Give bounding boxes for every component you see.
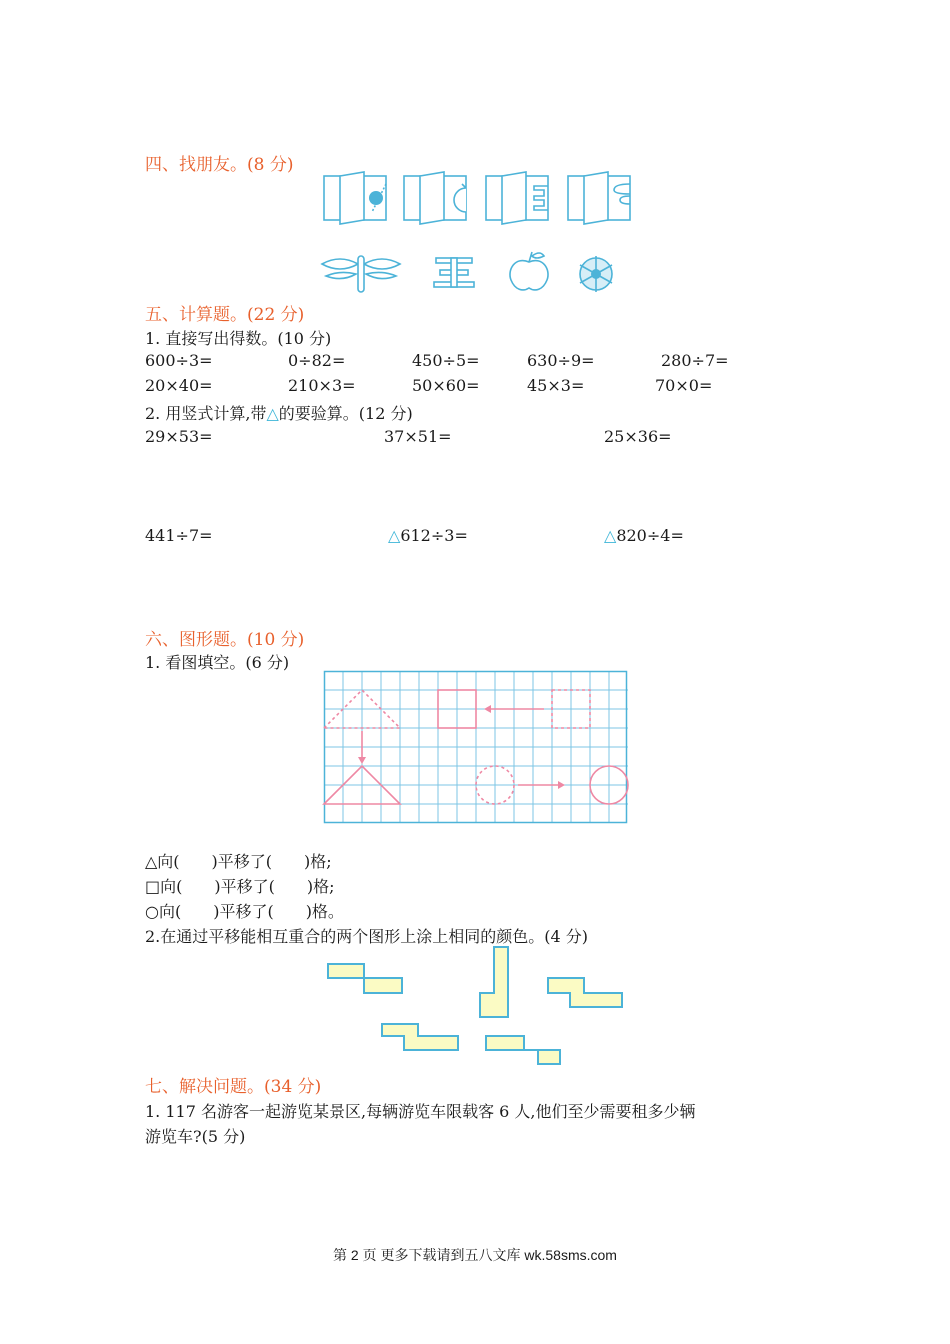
mental-math-item: 280÷7= bbox=[661, 351, 729, 370]
folded-paper-snowflake bbox=[324, 172, 386, 224]
question-5-1: 1. 直接写出得数。(10 分) bbox=[145, 329, 332, 348]
symmetric-symbols bbox=[320, 250, 620, 294]
mental-math-item: 45×3= bbox=[527, 376, 585, 395]
vertical-calc-item: △612÷3= bbox=[388, 526, 468, 545]
fill-blank-square: □向( )平移了( )格; bbox=[145, 877, 335, 896]
mental-math-item: 20×40= bbox=[145, 376, 213, 395]
vertical-calc-item: 25×36= bbox=[604, 427, 672, 446]
shape-z-1 bbox=[328, 964, 402, 993]
mental-math-item: 0÷82= bbox=[288, 351, 346, 370]
folded-paper-king bbox=[486, 172, 548, 224]
triangle-mark-icon: △ bbox=[266, 404, 279, 423]
section-five-title: 五、计算题。(22 分) bbox=[145, 305, 305, 325]
vertical-calc-item: 37×51= bbox=[384, 427, 452, 446]
mental-math-item: 50×60= bbox=[412, 376, 480, 395]
translation-shapes bbox=[326, 944, 626, 1068]
mental-math-item: 630÷9= bbox=[527, 351, 595, 370]
shape-z-4 bbox=[486, 1036, 560, 1064]
folded-paper-apple bbox=[404, 172, 466, 224]
section-seven-title: 七、解决问题。(34 分) bbox=[145, 1077, 322, 1097]
dragonfly-icon bbox=[322, 256, 400, 292]
triangle-mark-icon: △ bbox=[604, 526, 617, 545]
mental-math-item: 70×0= bbox=[655, 376, 713, 395]
translation-grid bbox=[324, 671, 628, 824]
fill-blank-circle: ○向( )平移了( )格。 bbox=[145, 902, 344, 921]
shape-z-2 bbox=[548, 978, 622, 1007]
vertical-calc-item: △820÷4= bbox=[604, 526, 684, 545]
mental-math-item: 210×3= bbox=[288, 376, 356, 395]
triangle-mark-icon: △ bbox=[388, 526, 401, 545]
snowflake-icon bbox=[580, 256, 612, 292]
vertical-calc-item: 441÷7= bbox=[145, 526, 213, 545]
folded-paper-dragonfly bbox=[568, 172, 630, 224]
shape-l-vertical bbox=[480, 947, 508, 1017]
question-7-1-line2: 游览车?(5 分) bbox=[145, 1127, 246, 1146]
question-6-2: 2.在通过平移能相互重合的两个图形上涂上相同的颜色。(4 分) bbox=[145, 927, 589, 946]
mental-math-item: 600÷3= bbox=[145, 351, 213, 370]
question-7-1-line1: 1. 117 名游客一起游览某景区,每辆游览车限载客 6 人,他们至少需要租多少辆 bbox=[145, 1102, 696, 1121]
question-5-2: 2. 用竖式计算,带△的要验算。(12 分) bbox=[145, 404, 413, 423]
page-footer: 第 2 页 更多下载请到五八文库 wk.58sms.com bbox=[333, 1247, 617, 1263]
fill-blank-triangle: △向( )平移了( )格; bbox=[145, 852, 332, 871]
question-6-1: 1. 看图填空。(6 分) bbox=[145, 653, 290, 672]
vertical-calc-item: 29×53= bbox=[145, 427, 213, 446]
mental-math-item: 450÷5= bbox=[412, 351, 480, 370]
section-six-title: 六、图形题。(10 分) bbox=[145, 630, 305, 650]
folded-paper-figures bbox=[320, 170, 632, 226]
section-four-title: 四、找朋友。(8 分) bbox=[145, 155, 294, 175]
apple-icon bbox=[510, 252, 548, 290]
shape-z-3 bbox=[382, 1024, 458, 1050]
king-character-icon bbox=[434, 258, 474, 287]
